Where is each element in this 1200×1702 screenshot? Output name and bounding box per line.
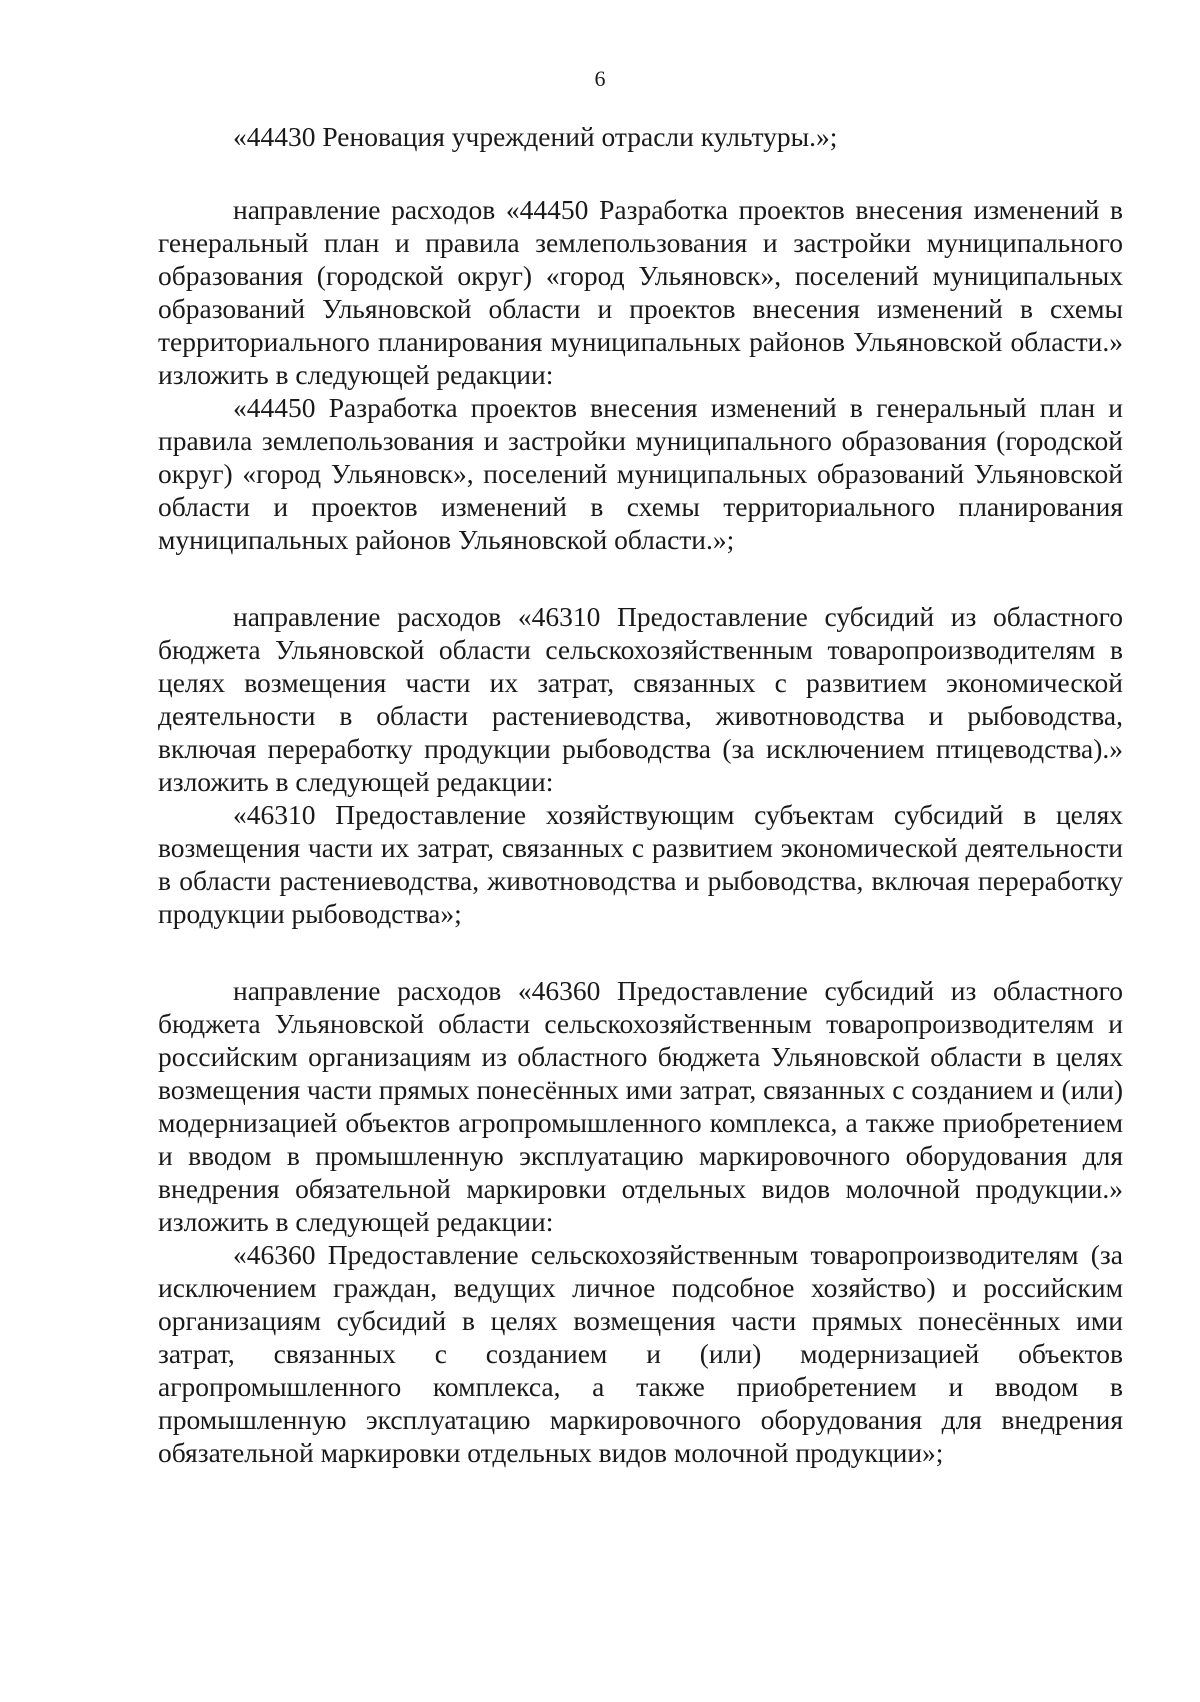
paragraph-46360-new-text: «46360 Предоставление сельскохозяйственным товаропроизводителям (за исключением граждан, ведущих личное подсобное хозяйство) и российским организациям субсидий в целях возмещения части прямых понесённых ими затрат, связанных с созданием и (или) модернизацией объектов агропромышленного комплекса, а также приобретением и вводом в промышленную эксплуатацию маркировочного оборудования для внедрения обязательной маркировки отдельных видов молочной продукции»; (158, 1239, 1123, 1468)
paragraph-46310-new-text: «46310 Предоставление хозяйствующим субъектам субсидий в целях возмещения части их затрат, связанных с развитием экономической деятельности в области растениеводства, животноводства и рыбоводства, включая переработку продукции рыбоводства»; (158, 799, 1123, 929)
paragraph-44450-new-text: «44450 Разработка проектов внесения изменений в генеральный план и правила землепользования и застройки муниципального образования (городской округ) «город Ульяновск», поселений муниципальных образований Ульяновской области и проектов изменений в схемы территориального планирования муниципальных районов Ульяновской области.»; (158, 392, 1123, 555)
paragraph-46360-instruction: направление расходов «46360 Предоставление субсидий из областного бюджета Ульяновской области сельскохозяйственным товаропроизводителям и российским организациям из областного бюджета Ульяновской области в целях возмещения части прямых понесённых ими затрат, связанных с созданием и (или) модернизацией объектов агропромышленного комплекса, а также приобретением и вводом в промышленную эксплуатацию маркировочного оборудования для внедрения обязательной маркировки отдельных видов молочной продукции.» изложить в следующей редакции: (158, 975, 1123, 1237)
page-number: 6 (594, 66, 606, 91)
paragraph-46310-instruction: направление расходов «46310 Предоставление субсидий из областного бюджета Ульяновской области сельскохозяйственным товаропроизводителям в целях возмещения части их затрат, связанных с развитием экономической деятельности в области растениеводства, животноводства и рыбоводства, включая переработку продукции рыбоводства (за исключением птицеводства).» изложить в следующей редакции: (158, 601, 1123, 797)
document-body (158, 120, 1123, 1469)
paragraph-44450-instruction: направление расходов «44450 Разработка проектов внесения изменений в генеральный план и правила землепользования и застройки муниципального образования (городской округ) «город Ульяновск», поселений муниципальных образований Ульяновской области и проектов внесения изменений в схемы территориального планирования муниципальных районов Ульяновской области.» изложить в следующей редакции: (158, 194, 1123, 390)
paragraph-44430-text: «44430 Реновация учреждений отрасли культуры.»; (233, 121, 838, 152)
